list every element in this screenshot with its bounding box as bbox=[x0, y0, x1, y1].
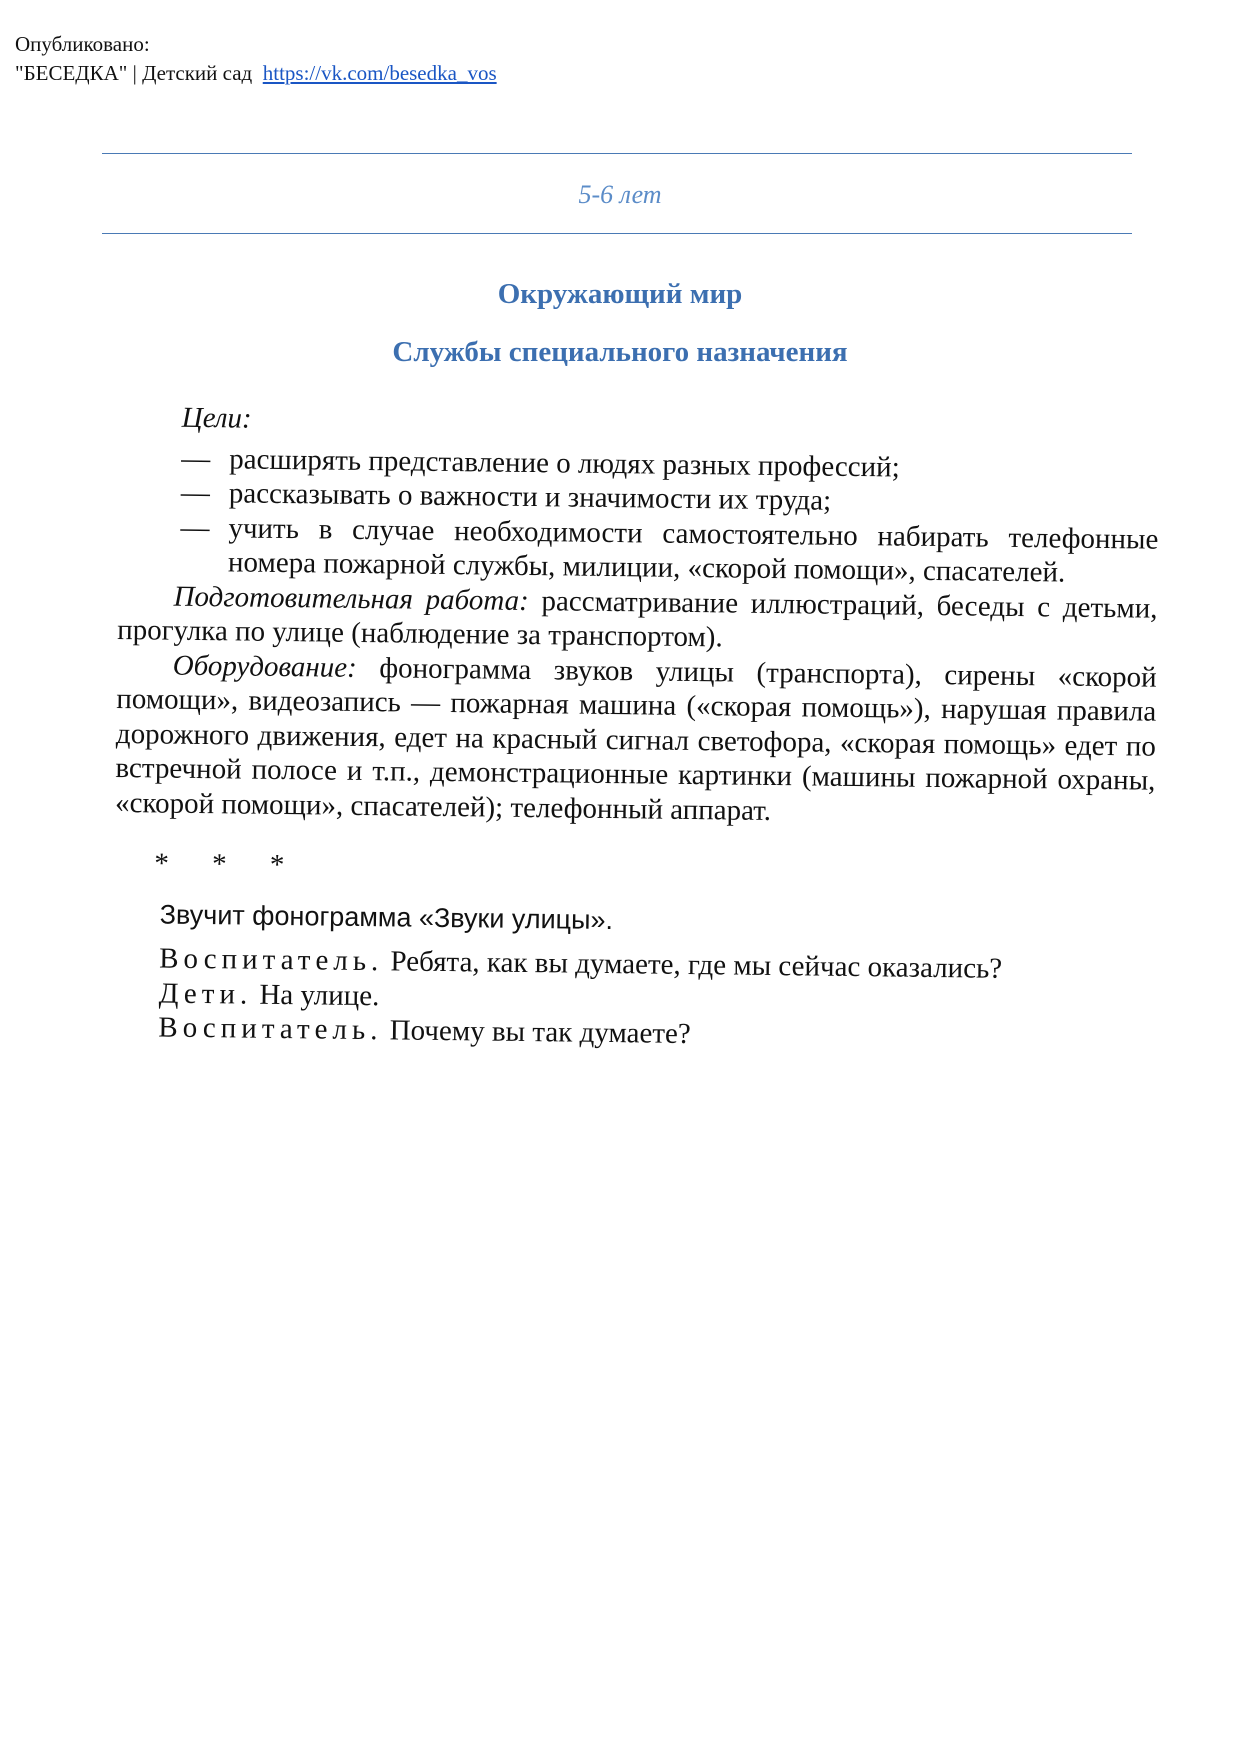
speaker-name: Воспитатель. bbox=[158, 1011, 383, 1047]
dash-marker: — bbox=[181, 442, 211, 475]
preparation-text: рассматривание иллюстраций, беседы с детьми, прогулка по улице (наблюдение за транспортом). bbox=[116, 584, 1158, 654]
preparation-paragraph bbox=[117, 578, 1158, 660]
section-separator: * * * bbox=[154, 847, 303, 882]
goal-text: учить в случае необходимости самостоятельно набирать телефонные номера пожарной службы, милиции, «скорой помощи», спасателей. bbox=[227, 511, 1159, 589]
publication-header bbox=[15, 30, 497, 88]
age-group: 5-6 лет bbox=[578, 180, 662, 209]
equipment-label: Оборудование: bbox=[172, 649, 357, 684]
dialogue-text: На улице. bbox=[259, 978, 380, 1012]
published-label: Опубликовано: bbox=[15, 32, 150, 56]
lesson-body bbox=[112, 400, 1160, 1057]
source-line bbox=[15, 59, 497, 88]
vk-link[interactable]: https://vk.com/besedka_vos bbox=[262, 61, 497, 85]
dash-marker: — bbox=[180, 511, 210, 544]
goal-text: расширять представление о людях разных профессий; bbox=[229, 442, 900, 484]
dialogue-text: Ребята, как вы думаете, где мы сейчас оказались? bbox=[390, 945, 1003, 985]
equipment-paragraph bbox=[115, 647, 1157, 832]
goal-item bbox=[118, 509, 1159, 591]
speaker-name: Дети. bbox=[158, 977, 253, 1011]
equipment-text: фонограмма звуков улицы (транспорта), сирены «скорой помощи», видеозапись — пожарная машина («скорая помощь»), нарушая правила дорожного движения, едет на красный сигнал светофора, «скорая помощь» едет по встречной полосе и т.п., демонстрационные картинки (машины пожарной охраны, «скорой помощи», спасателей); телефонный аппарат. bbox=[114, 651, 1157, 827]
dialogue-text: Почему вы так думаете? bbox=[389, 1014, 691, 1051]
bottom-divider bbox=[102, 233, 1132, 234]
speaker-name: Воспитатель. bbox=[158, 942, 384, 978]
top-divider bbox=[102, 153, 1132, 154]
preparation-label: Подготовительная работа: bbox=[173, 580, 530, 617]
subject-title: Окружающий мир bbox=[497, 278, 743, 310]
goals-heading: Цели: bbox=[181, 401, 252, 435]
goal-text: рассказывать о важности и значимости их труда; bbox=[228, 477, 832, 517]
source-text: "БЕСЕДКА" | Детский сад bbox=[15, 61, 253, 85]
stage-direction: Звучит фонограмма «Звуки улицы». bbox=[159, 899, 614, 935]
dash-marker: — bbox=[180, 476, 211, 510]
topic-title: Службы специального назначения bbox=[392, 336, 848, 368]
